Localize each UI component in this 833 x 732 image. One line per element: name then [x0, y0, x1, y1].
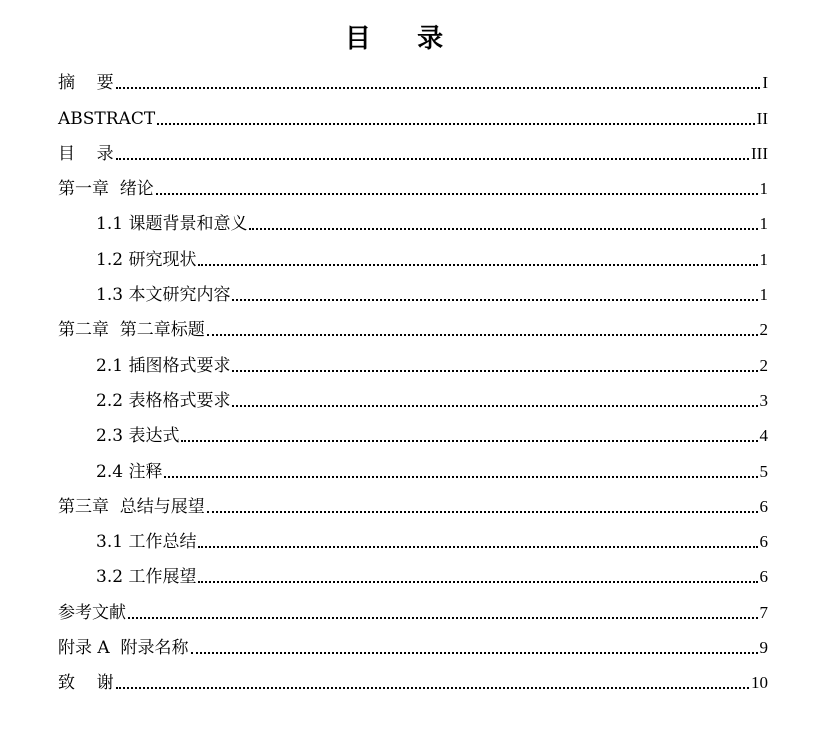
toc-entry-page: 2 — [759, 355, 768, 375]
dot-leader — [232, 405, 757, 407]
dot-leader — [191, 652, 758, 654]
toc-entry[interactable] — [58, 311, 768, 346]
toc-entry[interactable] — [58, 64, 768, 99]
toc-entry-label: 3.1 工作总结 — [96, 532, 197, 553]
toc-entry-label: 第三章 总结与展望 — [58, 496, 205, 517]
toc-entry-page: 1 — [759, 249, 768, 269]
dot-leader — [198, 264, 757, 266]
toc-entry-label: 第二章 第二章标题 — [58, 320, 205, 341]
dot-leader — [164, 476, 757, 478]
toc-entry-label: 参考文献 — [58, 602, 126, 623]
toc-entry-page: 7 — [759, 602, 768, 622]
dot-leader — [198, 581, 757, 583]
toc-entry[interactable] — [58, 664, 768, 699]
toc-entry-label: 1.2 研究现状 — [96, 249, 197, 270]
dot-leader — [128, 617, 758, 619]
toc-entry-label: 摘 要 — [58, 73, 114, 94]
dot-leader — [207, 511, 758, 513]
dot-leader — [232, 299, 757, 301]
dot-leader — [116, 158, 749, 160]
dot-leader — [116, 87, 761, 89]
toc-entry-page: 5 — [759, 461, 768, 481]
toc-entry-page: 6 — [759, 532, 768, 552]
toc-entry[interactable] — [58, 346, 768, 381]
toc-entry-label: 2.4 注释 — [96, 461, 163, 482]
toc-list — [58, 64, 768, 699]
toc-entry[interactable] — [58, 417, 768, 452]
toc-entry-page: 2 — [759, 320, 768, 340]
toc-entry-label: 致 谢 — [58, 673, 114, 694]
toc-entry-page: 10 — [751, 673, 768, 693]
toc-entry-page: 1 — [759, 214, 768, 234]
toc-entry[interactable] — [58, 205, 768, 240]
toc-entry[interactable] — [58, 488, 768, 523]
toc-entry-page: 6 — [759, 567, 768, 587]
toc-entry-label: ABSTRACT — [58, 108, 156, 129]
dot-leader — [157, 123, 754, 125]
toc-entry[interactable] — [58, 276, 768, 311]
toc-entry-label: 2.2 表格格式要求 — [96, 390, 231, 411]
dot-leader — [116, 687, 749, 689]
toc-entry-page: 6 — [759, 496, 768, 516]
toc-title: 目 录 — [344, 24, 446, 54]
dot-leader — [249, 228, 757, 230]
toc-entry-page: I — [762, 73, 768, 93]
dot-leader — [207, 334, 758, 336]
toc-entry-page: 3 — [759, 390, 768, 410]
toc-entry-label: 2.1 插图格式要求 — [96, 355, 231, 376]
toc-entry-label: 2.3 表达式 — [96, 426, 180, 447]
dot-leader — [232, 370, 757, 372]
toc-entry[interactable] — [58, 170, 768, 205]
toc-entry[interactable] — [58, 558, 768, 593]
toc-entry[interactable] — [58, 452, 768, 487]
dot-leader — [181, 440, 757, 442]
toc-entry[interactable] — [58, 523, 768, 558]
toc-entry-page: II — [756, 108, 768, 128]
dot-leader — [156, 193, 758, 195]
toc-entry-label: 目 录 — [58, 143, 114, 164]
toc-entry-page: 1 — [759, 285, 768, 305]
toc-entry-label: 1.3 本文研究内容 — [96, 285, 231, 306]
toc-entry[interactable] — [58, 99, 768, 134]
toc-entry-page: 1 — [759, 179, 768, 199]
toc-entry-label: 第一章 绪论 — [58, 179, 154, 200]
toc-entry-label: 1.1 课题背景和意义 — [96, 214, 248, 235]
toc-entry[interactable] — [58, 135, 768, 170]
dot-leader — [198, 546, 757, 548]
toc-entry-label: 附录 A 附录名称 — [58, 638, 189, 659]
toc-entry[interactable] — [58, 629, 768, 664]
toc-entry[interactable] — [58, 382, 768, 417]
toc-entry-page: III — [751, 143, 768, 163]
toc-entry[interactable] — [58, 593, 768, 628]
toc-entry-page: 4 — [759, 426, 768, 446]
toc-entry-page: 9 — [759, 638, 768, 658]
toc-entry-label: 3.2 工作展望 — [96, 567, 197, 588]
toc-entry[interactable] — [58, 240, 768, 275]
